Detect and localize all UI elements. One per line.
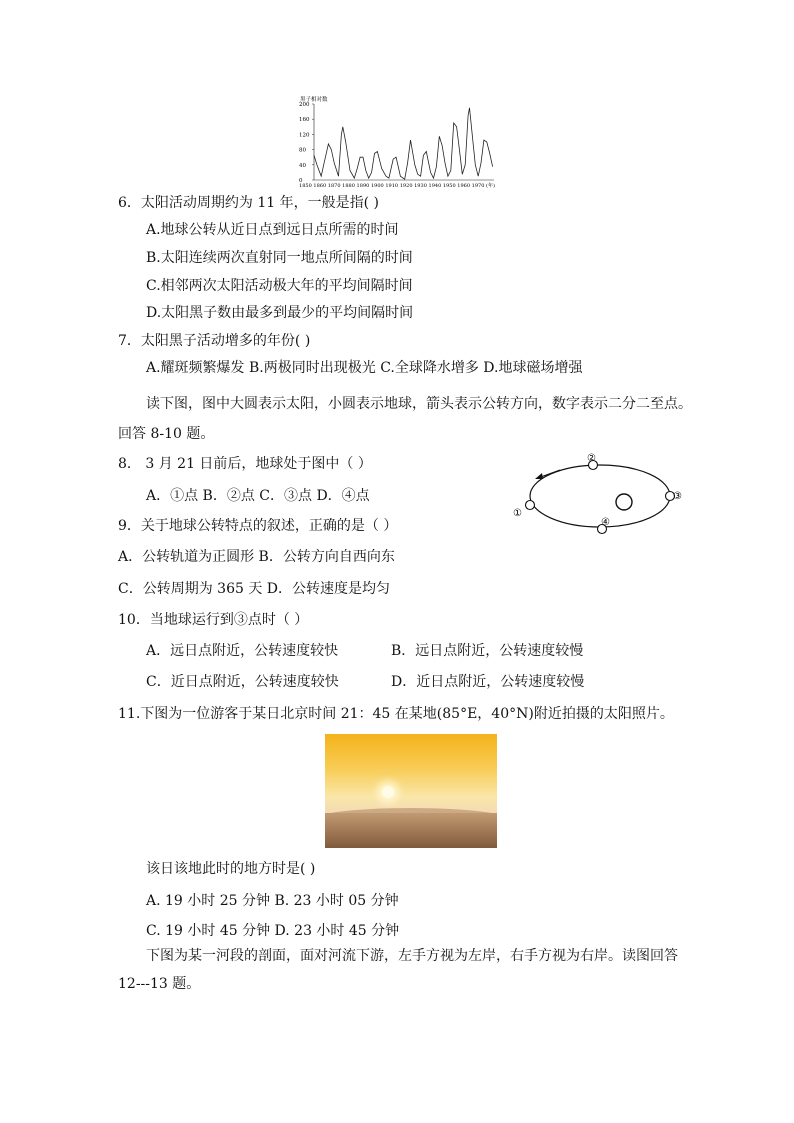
- y-tick-label: 160: [299, 117, 310, 124]
- sunset-photo: [325, 734, 497, 848]
- y-tick-label: 0: [299, 178, 303, 184]
- q9-options-ab: A．公转轨道为正圆形 B．公转方向自西向东: [118, 549, 395, 565]
- y-tick-label: 80: [299, 147, 306, 154]
- q6-option-a: A.地球公转从近日点到远日点所需的时间: [146, 222, 399, 238]
- photo-desert: [325, 813, 497, 848]
- q10-option-b: B．远日点附近，公转速度较慢: [391, 643, 584, 659]
- q9-options-cd: C．公转周期为 365 天 D．公转速度是均匀: [118, 581, 391, 597]
- y-tick-label: 40: [299, 162, 306, 169]
- intro-12-13-line1: 下图为某一河段的剖面，面对河流下游，左手方视为左岸，右手方视为右岸。读图回答: [146, 948, 678, 964]
- q11-options-cd: C. 19 小时 45 分钟 D. 23 小时 45 分钟: [146, 923, 400, 939]
- q10-stem: 10．当地球运行到③点时（ ）: [118, 612, 309, 628]
- earth-point-1: [526, 501, 535, 510]
- orbit-label-3: ③: [673, 491, 682, 502]
- chart-ylabel: 黑子相对数: [300, 97, 328, 103]
- q9-stem: 9．关于地球公转特点的叙述，正确的是（ ）: [118, 518, 398, 534]
- q6-option-d: D.太阳黑子数由最多到最少的平均间隔时间: [146, 305, 414, 321]
- y-tick-label: 120: [299, 132, 310, 139]
- orbit-ellipse: [530, 465, 670, 527]
- y-tick-labels: [299, 102, 314, 184]
- orbit-label-4: ④: [601, 517, 610, 528]
- q11-options-ab: A. 19 小时 25 分钟 B. 23 小时 05 分钟: [146, 893, 399, 909]
- x-tick-labels: 1850 1860 1870 1880 1890 1900 1910 1920 1930 1940 1950 1960 1970 (年): [299, 183, 494, 188]
- q10-option-d: D．近日点附近，公转速度较慢: [391, 674, 585, 690]
- orbit-direction-arrow: [535, 470, 560, 479]
- sunspot-series-line: [314, 108, 493, 179]
- q8-options: A．①点 B．②点 C．③点 D．④点: [146, 488, 370, 504]
- sunspot-chart: [298, 94, 496, 188]
- sun-circle: [616, 494, 632, 510]
- intro-8-10-line1: 读下图，图中大圆表示太阳，小圆表示地球，箭头表示公转方向，数字表示二分二至点。: [146, 396, 692, 412]
- intro-12-13-line2: 12---13 题。: [118, 976, 201, 992]
- q10-option-c: C．近日点附近，公转速度较快: [146, 674, 339, 690]
- orbit-label-1: ①: [513, 508, 522, 519]
- q10-option-a: A．远日点附近，公转速度较快: [146, 643, 339, 659]
- q6-stem: 6．太阳活动周期约为 11 年，一般是指( ): [118, 195, 379, 211]
- y-tick-label: 200: [299, 102, 310, 108]
- q7-options: A.耀斑频繁爆发 B.两极同时出现极光 C.全球降水增多 D.地球磁场增强: [146, 360, 583, 376]
- q11-question: 该日该地此时的地方时是( ): [146, 861, 316, 877]
- q6-option-c: C.相邻两次太阳活动极大年的平均间隔时间: [146, 278, 413, 294]
- q7-stem: 7．太阳黑子活动增多的年份( ): [118, 333, 311, 349]
- q8-stem: 8． 3 月 21 日前后，地球处于图中（ ）: [118, 456, 372, 472]
- q11-stem: 11.下图为一位游客于某日北京时间 21：45 在某地(85°E，40°N)附近拍摄的太阳照片。: [118, 706, 674, 722]
- orbit-diagram: [508, 448, 692, 540]
- orbit-label-2: ②: [587, 453, 596, 464]
- q6-option-b: B.太阳连续两次直射同一地点所间隔的时间: [146, 250, 413, 266]
- photo-sun: [382, 786, 394, 798]
- intro-8-10-line2: 回答 8-10 题。: [118, 426, 215, 442]
